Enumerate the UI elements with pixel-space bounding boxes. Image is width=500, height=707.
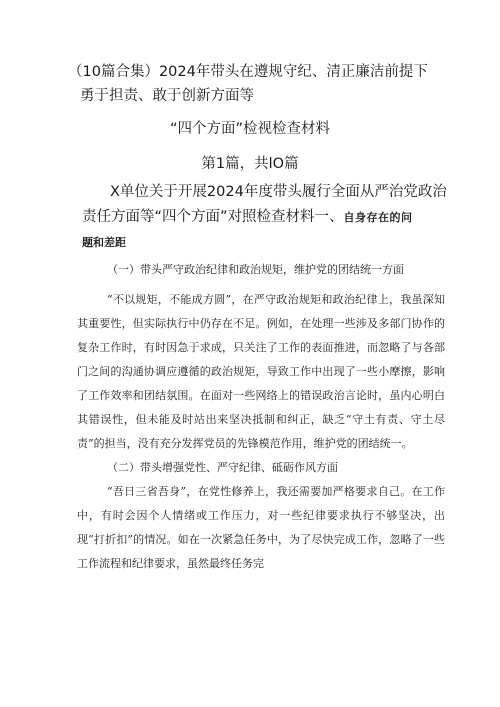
section-title-line-3: 题和差距: [82, 236, 126, 249]
section-1-heading: [77, 258, 445, 282]
section-1-paragraph-text: “不以规矩，不能成方圆”，在严守政治规矩和政治纪律上，我虽深知其重要性，但实际执行中仍存在不足。例如，在处理一些涉及多部门协作的复杂工作时，有时因急于求成，只关注了工作的表面推进，而忽略了与各部门之间的沟通协调应遵循的政治规矩，导致工作中出现了一些小摩擦，影响了工作效率和团结氛围。在面对一些网络上的错误政治言论时，虽内心明白其错误性，但未能及时站出来坚决抵制和纠正，缺乏“守土有责、守土尽责”的担当，没有充分发挥党员的先锋模范作用，维护党的团结统一。: [77, 293, 445, 450]
section-1-paragraph: [77, 288, 445, 456]
document-title: [68, 60, 468, 108]
section-2-heading: [77, 456, 445, 480]
part-label: 第1篇，共lO篇: [201, 156, 299, 172]
section-2-paragraph: [77, 480, 445, 576]
title-line-2: 勇于担责、敢于创新方面等: [80, 88, 254, 104]
section-title-small: 自身存在的问: [343, 211, 413, 224]
section-title-line-2: [82, 205, 480, 230]
section-title-part: 责任方面等“四个方面”对照检查材料一、: [82, 209, 344, 225]
section-title-line-1: X单位关于开展2024年度带头履行全面从严治党政治: [110, 184, 447, 200]
title-line-1: （10篇合集）2024年带头在遵规守纪、清正廉洁前提下: [68, 64, 428, 80]
body-text: [77, 258, 445, 576]
section-title: [82, 180, 480, 255]
section-2-heading-text: （二）带头增强党性、严守纪律、砥砺作风方面: [107, 461, 338, 474]
section-1-heading-text: （一）带头严守政治纪律和政治规矩，维护党的团结统一方面: [107, 263, 404, 276]
document-subtitle: “四个方面”检视检查材料: [169, 121, 331, 137]
section-2-paragraph-text: “吾日三省吾身”，在党性修养上，我还需要加严格要求自己。在工作中，有时会因个人情绪或工作压力，对一些纪律要求执行不够坚决，出现“打折扣”的情况。如在一次紧急任务中，为了尽快完成工作，忽略了一些工作流程和纪律要求，虽然最终任务完: [77, 485, 445, 570]
